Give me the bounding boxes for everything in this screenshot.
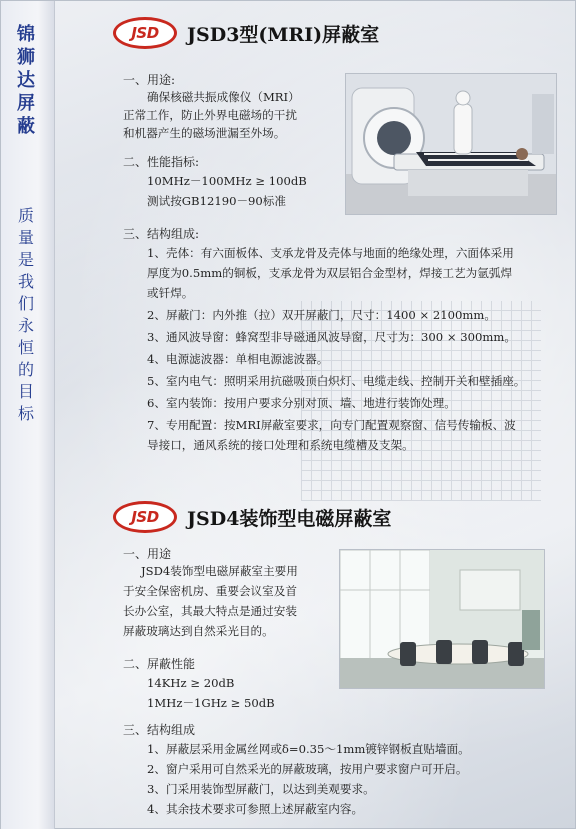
office-illustration [340, 550, 545, 689]
section2-heading: JSD4装饰型电磁屏蔽室 [187, 508, 392, 530]
company-name-char: 达 [17, 70, 35, 91]
section2-perf-label: 二、屏蔽性能 [123, 657, 196, 671]
slogan-char: 我 [17, 272, 34, 291]
sidebar [1, 1, 55, 829]
jsd-logo-text: JSD [131, 24, 159, 42]
section1-use-line: 正常工作，防止外界电磁场的干扰 [123, 108, 297, 122]
section2-use-line: 屏蔽玻璃达到自然采光目的。 [123, 624, 274, 638]
company-name-char: 蔽 [17, 116, 35, 137]
jsd-logo-text: JSD [131, 508, 159, 526]
jsd-logo [113, 17, 177, 49]
section1-perf-line: 测试按GB12190－90标准 [147, 194, 286, 208]
slogan-char: 标 [17, 404, 34, 423]
slogan-char: 永 [17, 316, 34, 335]
section1-struct-line: 厚度为0.5mm的铜板，支承龙骨为双层铝合金型材，焊接工艺为氩弧焊 [147, 266, 513, 280]
section1-struct-line: 7、专用配置：按MRI屏蔽室要求，向专门配置观察窗、信号传输板、波 [147, 418, 516, 432]
section1-use-line: 确保核磁共振成像仪（MRI） [147, 90, 300, 104]
slogan-char: 恒 [17, 338, 34, 357]
company-name-char: 锦 [17, 24, 35, 45]
section1-struct-line: 导接口，通风系统的接口处理和系统电缆槽及支架。 [147, 438, 414, 452]
section2-perf-line: 1MHz－1GHz ≥ 50dB [147, 696, 275, 710]
section2-use-line: 长办公室，其最大特点是通过安装 [123, 604, 297, 618]
section2-use-line: JSD4装饰型电磁屏蔽室主要用 [141, 564, 298, 578]
slogan-char: 目 [17, 382, 34, 401]
slogan-char: 们 [17, 294, 34, 313]
section2-use-line: 于安全保密机房、重要会议室及首 [123, 584, 297, 598]
slogan-char: 质 [17, 206, 34, 225]
section1-use-line: 和机器产生的磁场泄漏至外场。 [123, 126, 286, 140]
section2-struct-line: 2、窗户采用可自然采光的屏蔽玻璃，按用户要求窗户可开启。 [147, 762, 468, 776]
section1-struct-label: 三、结构组成: [123, 227, 200, 241]
section2-use-label: 一、用途 [123, 547, 172, 561]
section2-struct-label: 三、结构组成 [123, 723, 196, 737]
section1-perf-line: 10MHz－100MHz ≥ 100dB [147, 174, 307, 188]
mri-scanner-illustration [346, 74, 557, 215]
section1-use-label: 一、用途: [123, 73, 176, 87]
section1-perf-label: 二、性能指标: [123, 155, 200, 169]
section2-struct-line: 1、屏蔽层采用金属丝网或δ=0.35～1mm镀锌钢板直贴墙面。 [147, 742, 470, 756]
section1-heading: JSD3型(MRI)屏蔽室 [187, 24, 380, 46]
company-name-char: 屏 [17, 93, 35, 114]
section1-struct-line: 3、通风波导窗：蜂窝型非导磁通风波导窗，尺寸为：300 × 300mm。 [147, 330, 516, 344]
section2-struct-line: 3、门采用装饰型屏蔽门，以达到美观要求。 [147, 782, 375, 796]
section1-struct-line: 2、屏蔽门：内外推（拉）双开屏蔽门，尺寸：1400 × 2100mm。 [147, 308, 496, 322]
section1-struct-line: 5、室内电气：照明采用抗磁吸顶白炽灯、电缆走线、控制开关和壁插座。 [147, 374, 526, 388]
section1-struct-line: 6、室内装饰：按用户要求分别对顶、墙、地进行装饰处理。 [147, 396, 456, 410]
section1-struct-line: 1、壳体：有六面板体、支承龙骨及壳体与地面的绝缘处理，六面体采用 [147, 246, 514, 260]
slogan-char: 的 [17, 360, 34, 379]
slogan-char: 是 [17, 250, 34, 269]
section2-perf-line: 14KHz ≥ 20dB [147, 676, 235, 690]
section2-struct-line: 4、其余技术要求可参照上述屏蔽室内容。 [147, 802, 364, 816]
mri-room-photo [345, 73, 557, 215]
company-name-vertical [9, 23, 43, 138]
slogan-char: 量 [17, 228, 34, 247]
company-name-char: 狮 [17, 47, 35, 68]
slogan-vertical [11, 205, 41, 425]
jsd-logo-2 [113, 501, 177, 533]
section1-struct-line: 或钎焊。 [147, 286, 194, 300]
section1-struct-line: 4、电源滤波器：单相电源滤波器。 [147, 352, 329, 366]
shielded-office-photo [339, 549, 545, 689]
